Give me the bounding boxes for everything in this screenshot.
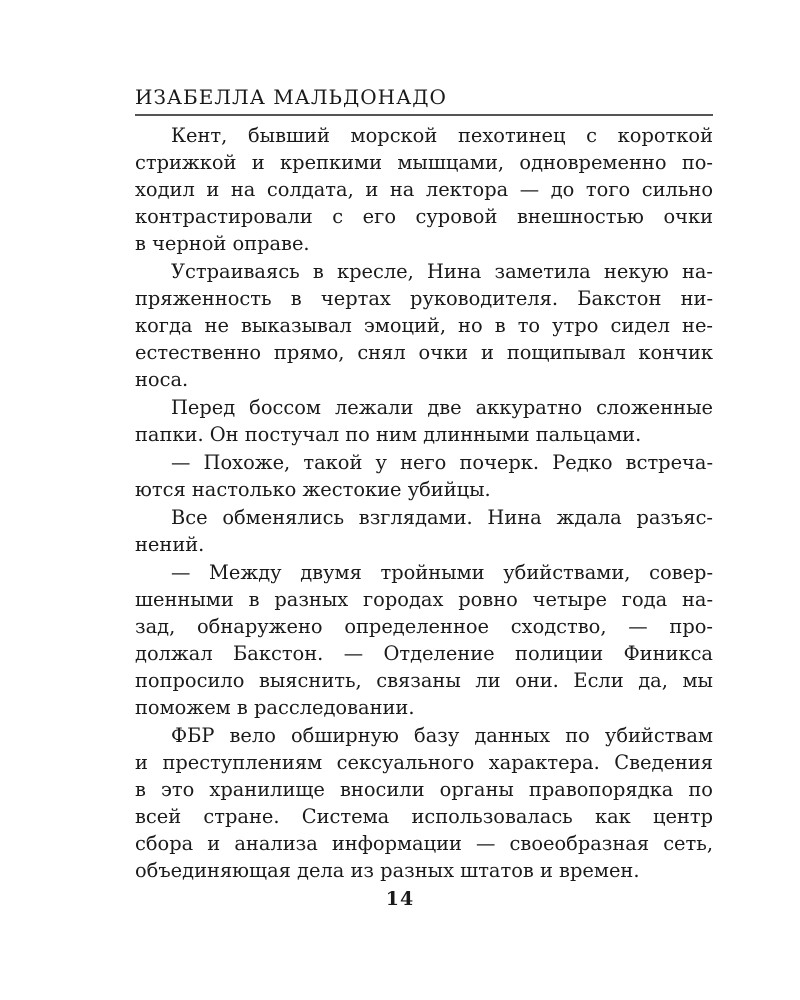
paragraph xyxy=(135,559,713,721)
text-line: папки. Он постучал по ним длинными пальцами. xyxy=(135,423,642,446)
text-line: Все обменялись взглядами. Нина ждала разъяс- xyxy=(171,506,713,529)
text-line: когда не выказывал эмоций, но в то утро сидел не- xyxy=(135,314,713,337)
text-line: попросило выяснить, связаны ли они. Если да, мы xyxy=(135,669,713,692)
running-head-author: ИЗАБЕЛЛА МАЛЬДОНАДО xyxy=(135,85,447,109)
text-line: в это хранилище вносили органы правопорядка по xyxy=(135,778,713,801)
paragraph xyxy=(135,122,713,257)
text-line: Перед боссом лежали две аккуратно сложенные xyxy=(171,396,713,419)
text-line: поможем в расследовании. xyxy=(135,696,415,719)
text-line: нений. xyxy=(135,533,205,556)
text-line: ФБР вело обширную базу данных по убийствам xyxy=(171,724,713,747)
paragraph xyxy=(135,722,713,884)
text-line: ходил и на солдата, и на лектора — до того сильно xyxy=(135,178,713,201)
text-line: — Между двумя тройными убийствами, совер- xyxy=(171,561,713,584)
text-line: шенными в разных городах ровно четыре года на- xyxy=(135,588,713,611)
page-number: 14 xyxy=(385,888,415,910)
text-line: контрастировали с его суровой внешностью очки xyxy=(135,205,713,228)
text-line: Устраиваясь в кресле, Нина заметила некую на- xyxy=(171,260,713,283)
paragraph xyxy=(135,394,713,448)
text-line: в черной оправе. xyxy=(135,232,310,255)
text-line: сбора и анализа информации — своеобразная сеть, xyxy=(135,832,713,855)
text-line: ются настолько жестокие убийцы. xyxy=(135,478,491,501)
text-line: естественно прямо, снял очки и пощипывал кончик xyxy=(135,341,713,364)
text-line: и преступлениям сексуального характера. Сведения xyxy=(135,751,713,774)
text-line: должал Бакстон. — Отделение полиции Финикса xyxy=(135,642,713,665)
text-line: — Похоже, такой у него почерк. Редко встреча- xyxy=(171,451,713,474)
text-line: всей стране. Система использовалась как центр xyxy=(135,805,713,828)
text-line: зад, обнаружено определенное сходство, — про- xyxy=(135,615,713,638)
header-rule xyxy=(135,114,713,116)
paragraph xyxy=(135,258,713,393)
text-line: Кент, бывший морской пехотинец с короткой xyxy=(171,124,713,147)
text-line: стрижкой и крепкими мышцами, одновременно по- xyxy=(135,151,713,174)
body-text xyxy=(135,122,713,884)
paragraph xyxy=(135,449,713,503)
text-line: объединяющая дела из разных штатов и времен. xyxy=(135,859,640,882)
book-page xyxy=(135,82,713,884)
text-line: пряженность в чертах руководителя. Бакстон ни- xyxy=(135,287,713,310)
text-line: носа. xyxy=(135,368,189,391)
paragraph xyxy=(135,504,713,558)
